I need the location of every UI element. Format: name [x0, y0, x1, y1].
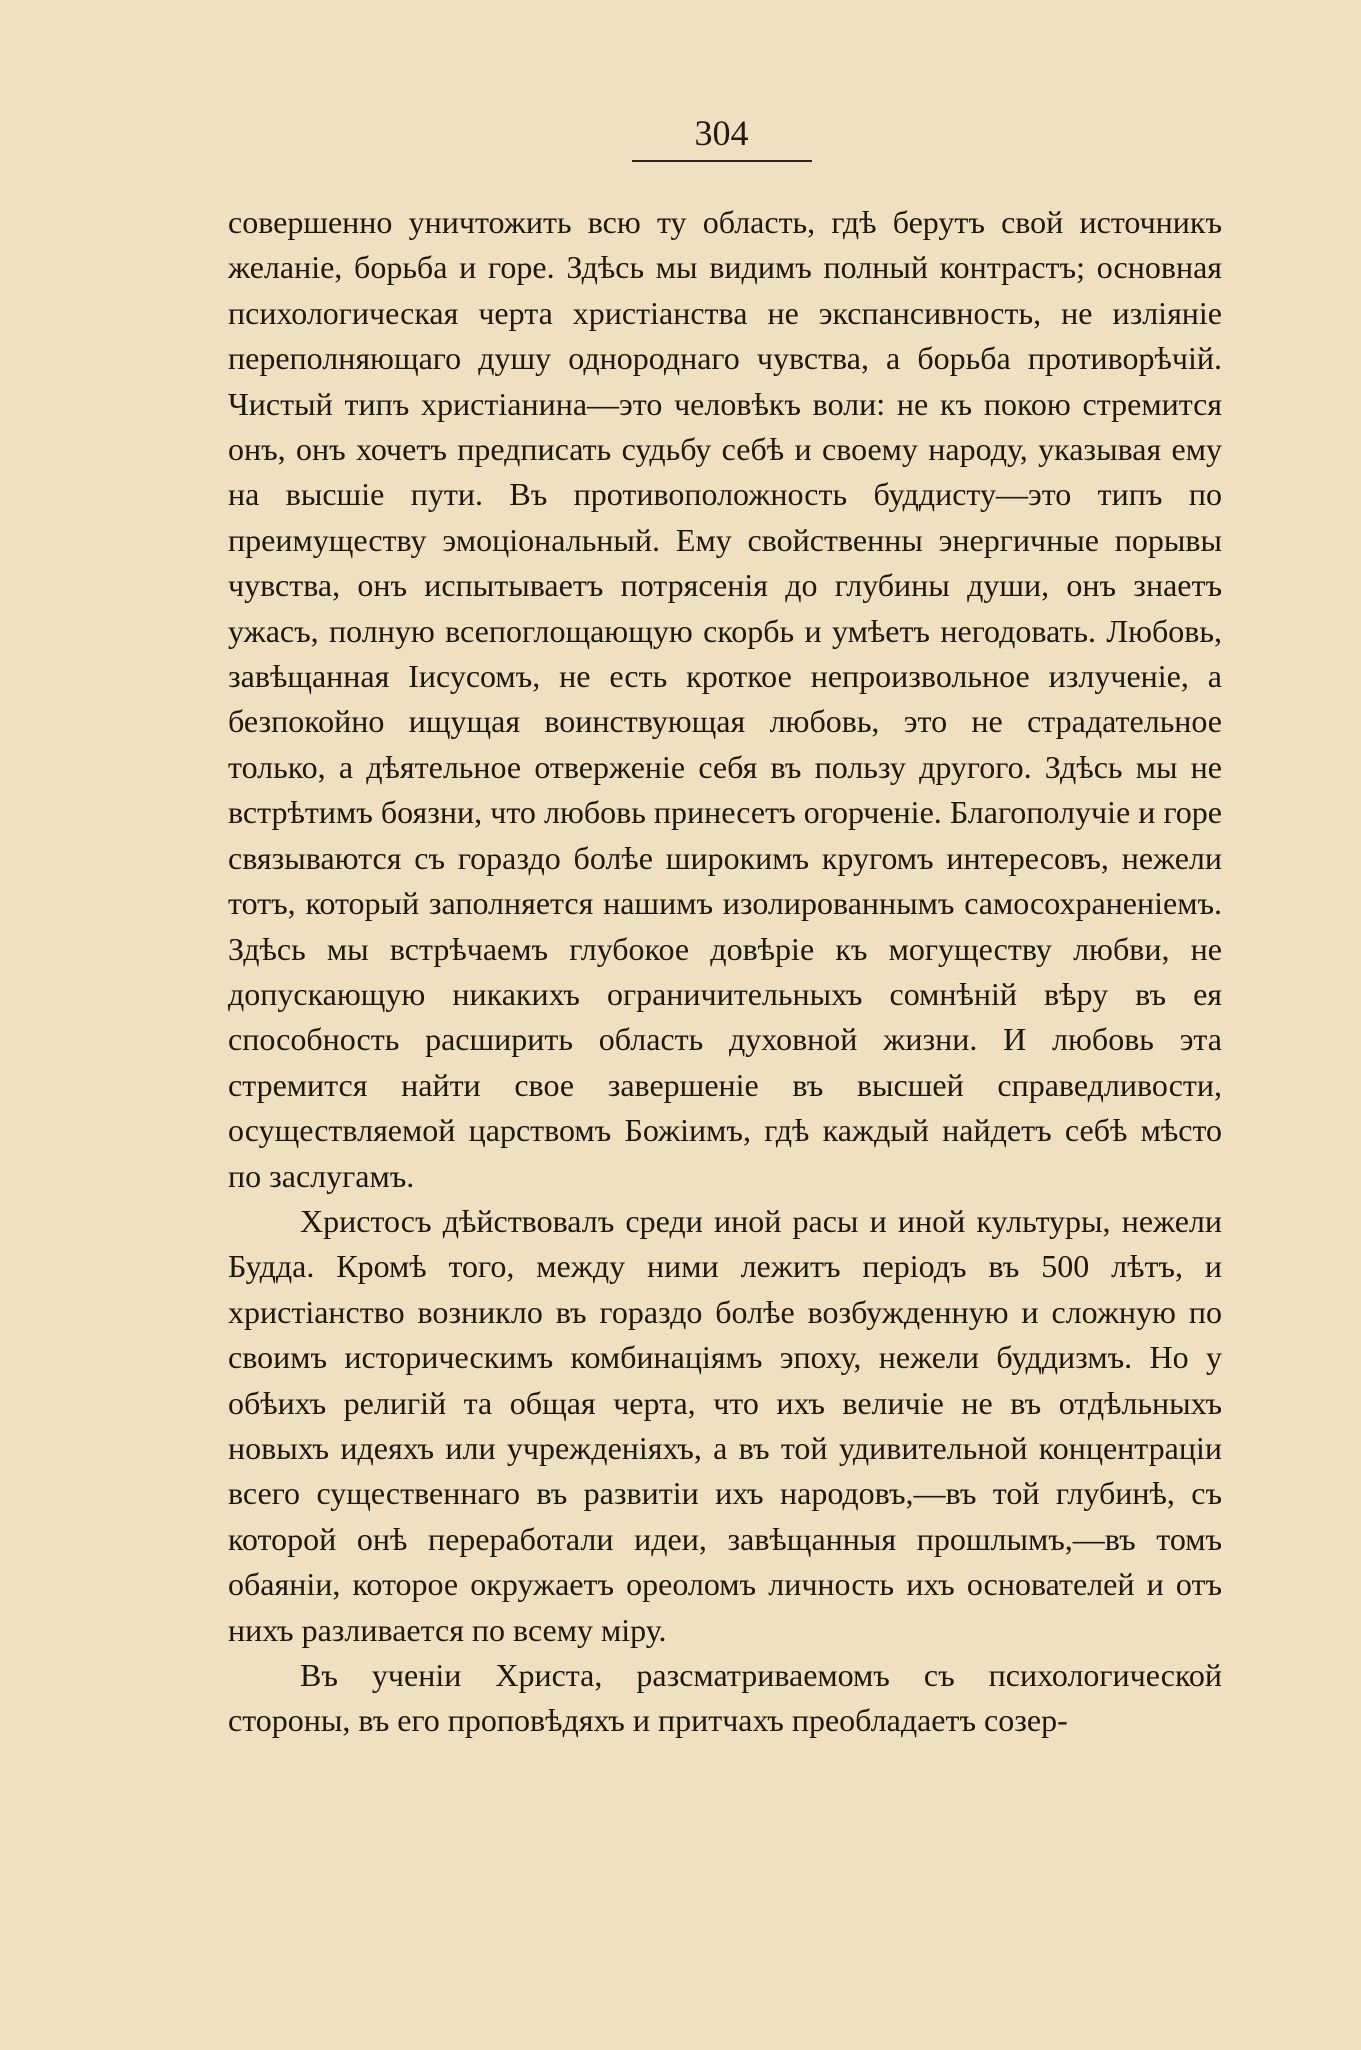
page-number: 304	[694, 113, 749, 153]
paragraph: Христосъ дѣйствовалъ среди иной расы и иной культуры, нежели Будда. Кромѣ того, между ними лежитъ періодъ въ 500 лѣтъ, и христіанство возникло въ гораздо болѣе возбужденную и сложную по своимъ историческимъ комбинаціямъ эпоху, нежели буддизмъ. Но у обѣихъ религій та общая черта, что ихъ величіе не въ отдѣльныхъ новыхъ идеяхъ или учрежденіяхъ, а въ той удивительной концентраціи всего существеннаго въ развитіи ихъ народовъ,—въ той глубинѣ, съ которой онѣ переработали идеи, завѣщанныя прошлымъ,—въ томъ обаяніи, которое окружаетъ ореоломъ личность ихъ основателей и отъ нихъ разливается по всему міру.	[228, 1202, 1222, 1648]
header-rule	[632, 160, 812, 162]
paragraph: Въ ученіи Христа, разсматриваемомъ съ психологической стороны, въ его проповѣдяхъ и притчахъ преобладаетъ созер-	[228, 1657, 1222, 1739]
page-text	[228, 200, 1222, 1744]
paragraph: совершенно уничтожить всю ту область, гдѣ берутъ свой источникъ желаніе, борьба и горе. Здѣсь мы видимъ полный контрастъ; основная психологическая черта христіанства не экспансивность, не изліяніе переполняющаго душу однороднаго чувства, а борьба противорѣчій. Чистый типъ христіанина—это человѣкъ воли: не къ покою стремится онъ, онъ хочетъ предписать судьбу себѣ и своему народу, указывая ему на высшіе пути. Въ противоположность буддисту—это типъ по преимуществу эмоціональный. Ему свойственны энергичные порывы чувства, онъ испытываетъ потрясенія до глубины души, онъ знаетъ ужасъ, полную всепоглощающую скорбь и умѣетъ негодовать. Любовь, завѣщанная Іисусомъ, не есть кроткое непроизвольное излученіе, а безпокойно ищущая воинствующая любовь, это не страдательное только, а дѣятельное отверженіе себя въ пользу другого. Здѣсь мы не встрѣтимъ боязни, что любовь принесетъ огорченіе. Благополучіе и горе связываются съ гораздо болѣе широкимъ кругомъ интересовъ, нежели тотъ, который заполняется нашимъ изолированнымъ самосохраненіемъ. Здѣсь мы встрѣчаемъ глубокое довѣріе къ могуществу любви, не допускающую никакихъ ограничительныхъ сомнѣній вѣру въ ея способность расширить область духовной жизни. И любовь эта стремится найти свое завершеніе въ высшей справедливости, осуществляемой царствомъ Божіимъ, гдѣ каждый найдетъ себѣ мѣсто по заслугамъ.	[228, 204, 1222, 1194]
